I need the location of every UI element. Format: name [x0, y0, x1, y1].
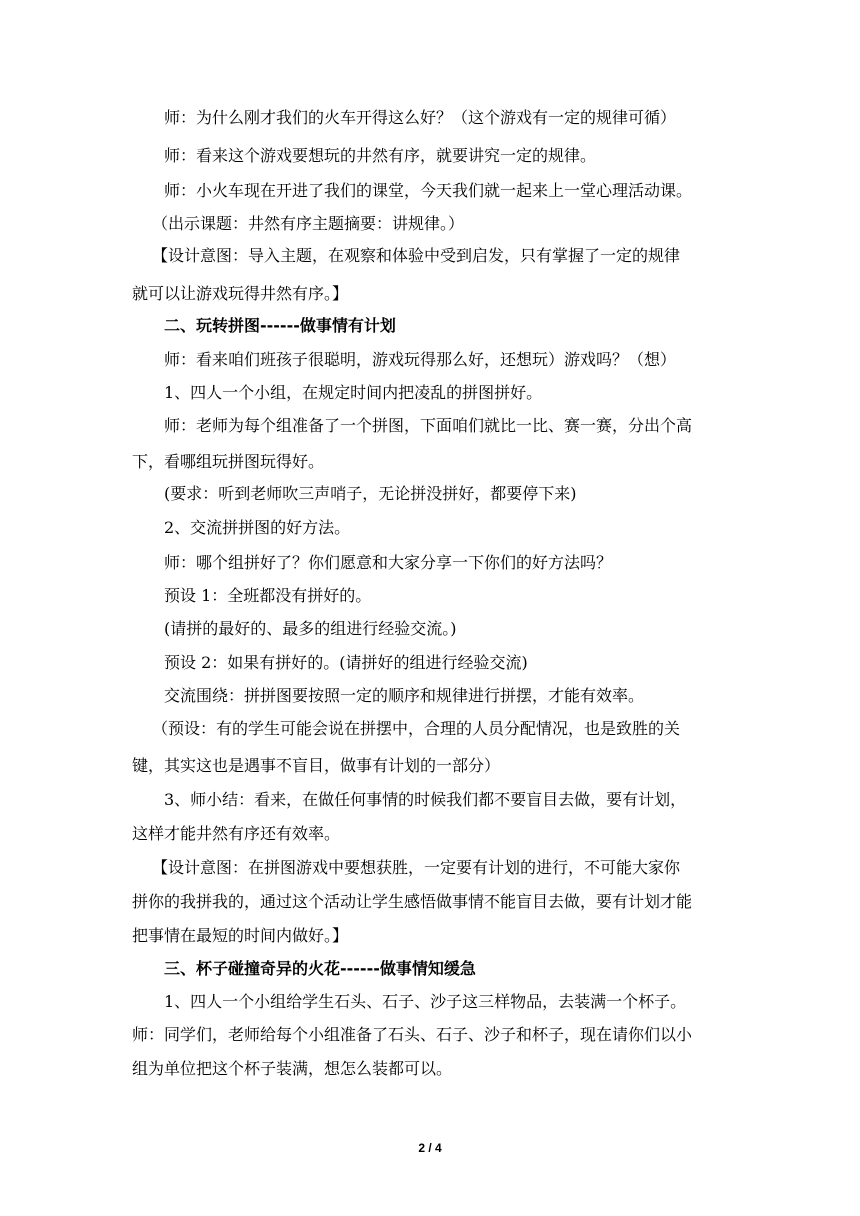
paragraph-line: 师：老师为每个组准备了一个拼图，下面咱们就比一比、赛一赛，分出个高	[164, 416, 693, 435]
paragraph-line: 这样才能井然有序还有效率。	[132, 824, 341, 843]
paragraph-line: 1、四人一个小组，在规定时间内把凌乱的拼图拼好。	[164, 383, 543, 402]
paragraph-line: （预设：有的学生可能会说在拼摆中，合理的人员分配情况，也是致胜的关	[152, 719, 681, 738]
design-intent-line: 就可以让游戏玩得井然有序。】	[132, 284, 349, 303]
paragraph-line: 1、四人一个小组给学生石头、石子、沙子这三样物品，去装满一个杯子。	[164, 992, 687, 1011]
design-intent-line: 【设计意图：导入主题，在观察和体验中受到启发，只有掌握了一定的规律	[152, 246, 681, 265]
paragraph-line: 预设 2：如果有拼好的。(请拼好的组进行经验交流)	[164, 653, 528, 672]
paragraph-line: 师：哪个组拼好了？你们愿意和大家分享一下你们的好方法吗？	[164, 553, 613, 572]
page-number: 2 / 4	[418, 1141, 442, 1155]
paragraph-line: 键，其实这也是遇事不盲目，做事有计划的一部分）	[132, 756, 501, 775]
paragraph-line: 师：看来这个游戏要想玩的井然有序，就要讲究一定的规律。	[164, 146, 597, 165]
paragraph-line: (要求：听到老师吹三声哨子，无论拼没拼好，都要停下来)	[164, 484, 577, 503]
design-intent-line: 【设计意图：在拼图游戏中要想获胜，一定要有计划的进行，不可能大家你	[152, 858, 681, 877]
design-intent-line: 把事情在最短的时间内做好。】	[132, 926, 349, 945]
paragraph-line: 交流围绕：拼拼图要按照一定的顺序和规律进行拼摆，才能有效率。	[164, 686, 645, 705]
paragraph-line: 2、交流拼拼图的好方法。	[164, 518, 351, 537]
paragraph-line: 3、师小结：看来，在做任何事情的时候我们都不要盲目去做，要有计划，	[164, 790, 687, 809]
paragraph-line: 师：同学们，老师给每个小组准备了石头、石子、沙子和杯子，现在请你们以小	[132, 1025, 693, 1044]
paragraph-line: 师：为什么刚才我们的火车开得这么好？（这个游戏有一定的规律可循）	[164, 108, 677, 127]
paragraph-line: 师：看来咱们班孩子很聪明，游戏玩得那么好，还想玩）游戏吗？（想）	[164, 350, 677, 369]
section-heading-2: 二、玩转拼图------做事情有计划	[164, 316, 396, 335]
design-intent-line: 拼你的我拼我的，通过这个活动让学生感悟做事情不能盲目去做，要有计划才能	[132, 892, 693, 911]
paragraph-line: (请拼的最好的、最多的组进行经验交流。)	[164, 619, 457, 638]
paragraph-line: 师：小火车现在开进了我们的课堂，今天我们就一起来上一堂心理活动课。	[164, 181, 693, 200]
paragraph-line: 组为单位把这个杯子装满，想怎么装都可以。	[132, 1059, 453, 1078]
paragraph-line: 下，看哪组玩拼图玩得好。	[132, 452, 325, 471]
paragraph-line: （出示课题：井然有序主题摘要：讲规律。）	[152, 214, 465, 233]
paragraph-line: 预设 1：全班都没有拼好的。	[164, 586, 372, 605]
section-heading-3: 三、杯子碰撞奇异的火花------做事情知缓急	[164, 959, 476, 978]
